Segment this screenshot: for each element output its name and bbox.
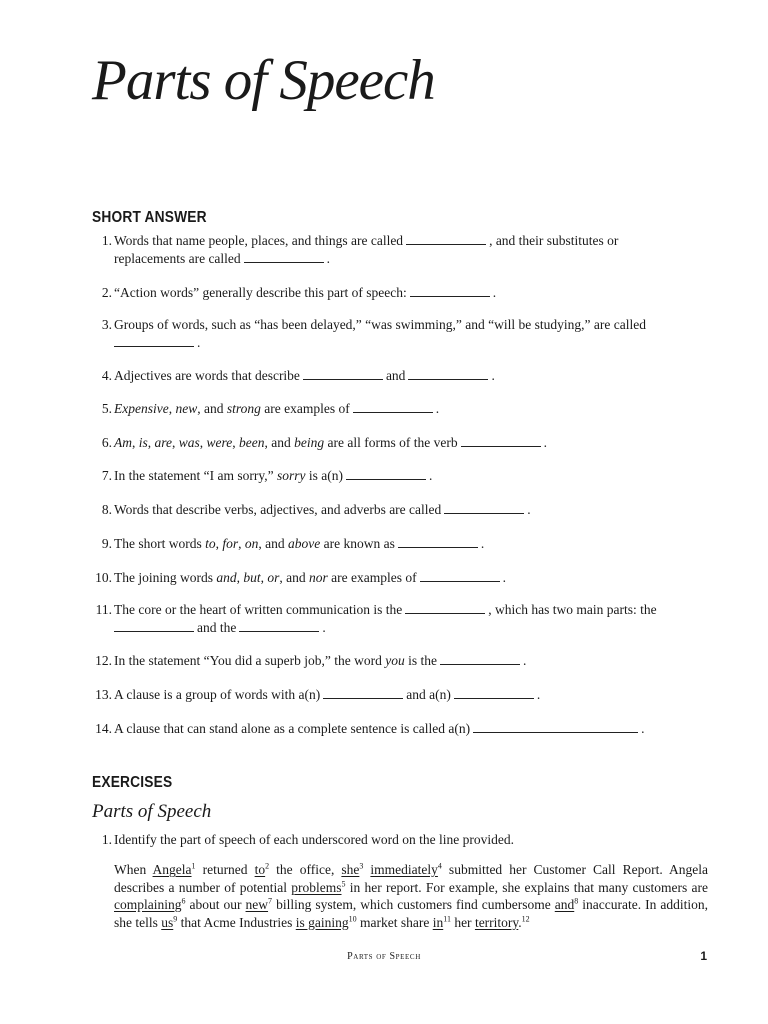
answer-blank[interactable] <box>473 720 638 733</box>
short-answer-heading: SHORT ANSWER <box>92 209 207 226</box>
question-7: 7. In the statement “I am sorry,” sorry is a(n) . <box>101 468 433 483</box>
answer-blank[interactable] <box>440 652 520 665</box>
question-5: 5. Expensive, new, and strong are examples of . <box>101 401 440 416</box>
exercises-heading: EXERCISES <box>92 774 173 791</box>
question-9: 9. The short words to, for, on, and above are known as . <box>101 536 485 551</box>
question-10: 10. The joining words and, but, or, and nor are examples of . <box>95 570 507 585</box>
exercise-paragraph: When Angela$^1$ returned $to^2$ the office, she$^3$ immediately$^4$ submitted her Customer Call Report. Angela describes a number of potential problems$^5$ in her report. For example, she explains that many customers are complaining$^6$ about our new$^7$ billing system, which customers find cumbersome and$^8$ inaccurate. In addition, she tells $us^9$ that Acme Industries is gaining$^{10}$ market share $in^{11}$ her territory.$^{12}$ <box>114 861 708 930</box>
answer-blank[interactable] <box>410 284 490 297</box>
footer-label: Parts of Speech <box>347 951 421 962</box>
question-13: 13. A clause is a group of words with a(n) and a(n) . <box>95 687 541 702</box>
answer-blank[interactable] <box>405 601 485 614</box>
page-title: Parts of Speech <box>92 49 435 112</box>
answer-blank[interactable] <box>398 535 478 548</box>
question-12: 12. In the statement “You did a superb job,” the word you is the . <box>95 653 527 668</box>
answer-blank[interactable] <box>461 434 541 447</box>
answer-blank[interactable] <box>323 686 403 699</box>
question-2: 2. “Action words” generally describe this part of speech: . <box>101 285 497 300</box>
answer-blank[interactable] <box>454 686 534 699</box>
question-4: 4. Adjectives are words that describe and . <box>101 368 495 383</box>
question-8: 8. Words that describe verbs, adjectives, and adverbs are called . <box>101 502 531 517</box>
exercises-subheading: Parts of Speech <box>92 801 212 822</box>
exercise-instruction: 1. Identify the part of speech of each underscored word on the line provided. <box>101 832 514 847</box>
question-1: 1. Words that name people, places, and things are called , and their substitutes or replacements are called . <box>101 233 619 266</box>
answer-blank[interactable] <box>239 619 319 632</box>
answer-blank[interactable] <box>420 569 500 582</box>
question-3: 3. Groups of words, such as “has been delayed,” “was swimming,” and “will be studying,” are called . <box>101 317 646 350</box>
answer-blank[interactable] <box>444 501 524 514</box>
answer-blank[interactable] <box>346 467 426 480</box>
answer-blank[interactable] <box>303 367 383 380</box>
question-6: 6. Am, is, are, was, were, been, and being are all forms of the verb . <box>101 435 547 450</box>
answer-blank[interactable] <box>244 250 324 263</box>
question-14: 14. A clause that can stand alone as a complete sentence is called a(n) . <box>95 721 645 736</box>
answer-blank[interactable] <box>114 619 194 632</box>
answer-blank[interactable] <box>408 367 488 380</box>
answer-blank[interactable] <box>114 334 194 347</box>
question-11: 11. The core or the heart of written communication is the , which has two main parts: the and the . <box>95 602 657 635</box>
answer-blank[interactable] <box>406 232 486 245</box>
answer-blank[interactable] <box>353 400 433 413</box>
page-number: 1 <box>700 949 707 963</box>
